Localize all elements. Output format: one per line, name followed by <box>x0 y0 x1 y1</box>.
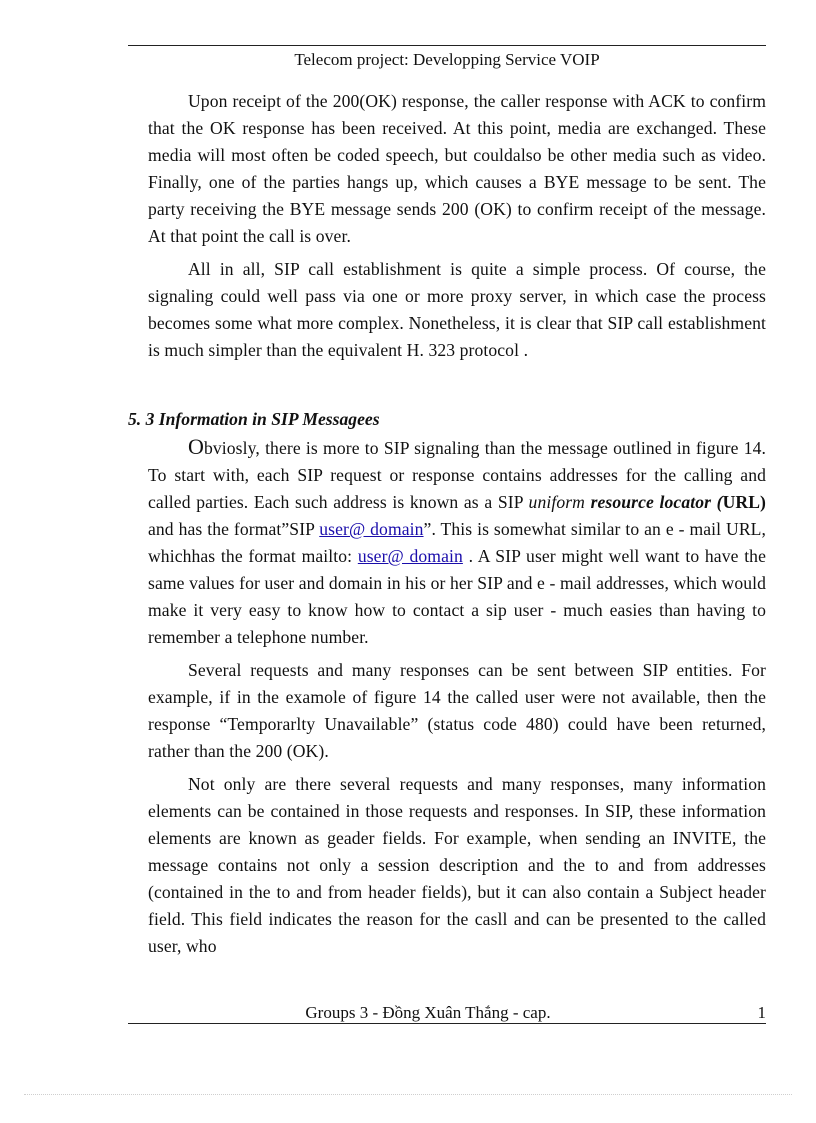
footer-rule <box>128 1023 766 1024</box>
text-run: . A SIP user might well want to have the same values for user and domain in his or her SIP and e - mail addresses, which would make it very easy to know how to contact a sip user - much easies than having to remember a telephone number. <box>148 546 766 647</box>
paragraph-header-fields: Not only are there several requests and many responses, many information elements can be contained in those requests and responses. In SIP, these information elements are known as geader fields. For example, when sending an INVITE, the message contains not only a session description and the to and from addresses (contained in the to and from header fields), but it can also contain a Subject header field. This field indicates the reason for the casll and can be presented to the called user, who <box>148 774 766 956</box>
header-rule <box>128 45 766 46</box>
text-run: and has the format”SIP <box>148 519 320 539</box>
bold-italic-term: resource locator ( <box>590 492 723 512</box>
sip-uri-link[interactable]: user@ domain <box>319 519 424 539</box>
bold-term: URL) <box>722 492 767 512</box>
mailto-link[interactable]: user@ domain <box>357 546 463 566</box>
paragraph-sip-addresses <box>148 433 766 651</box>
page-header: Telecom project: Developping Service VOIP <box>294 50 600 69</box>
section-heading: 5. 3 Information in SIP Messagees <box>128 409 380 429</box>
italic-term: uniform <box>528 492 585 512</box>
paragraph-responses: Several requests and many responses can be sent between SIP entities. For example, if in the examole of figure 14 the called user were not available, then the response “Temporarlty Unavailable” (status code 480) could have been returned, rather than the 200 (OK). <box>148 660 766 761</box>
paragraph-call-establishment: All in all, SIP call establishment is quite a simple process. Of course, the signaling could well pass via one or more proxy server, in which case the process becomes some what more complex. Nonetheless, it is clear that SIP call establishment is much simpler than the equivalent H. 323 protocol . <box>148 259 766 360</box>
drop-letter: O <box>188 434 204 459</box>
page-footer <box>128 1003 766 1025</box>
document-body <box>128 88 767 960</box>
page-break-line <box>24 1094 792 1095</box>
footer-text: Groups 3 - Đồng Xuân Thắng - cap. <box>305 1003 551 1022</box>
text-run: bviosly, there is more to SIP signaling than the message outlined in figure 14. To start with, each SIP request or response contains addresses for the calling and called parties. Each such address is known as a SIP <box>148 438 766 512</box>
page-number: 1 <box>757 1003 766 1022</box>
text-run: ”. This is somewhat similar to an e - mail URL, whichhas the format mailto: <box>148 519 766 566</box>
paragraph-call-flow: Upon receipt of the 200(OK) response, the caller response with ACK to confirm that the OK response has been received. At this point, media are exchanged. These media will most often be coded speech, but couldalso be other media such as video. Finally, one of the parties hangs up, which causes a BYE message to be sent. The party receiving the BYE message sends 200 (OK) to confirm receipt of the message. At that point the call is over. <box>148 91 766 246</box>
